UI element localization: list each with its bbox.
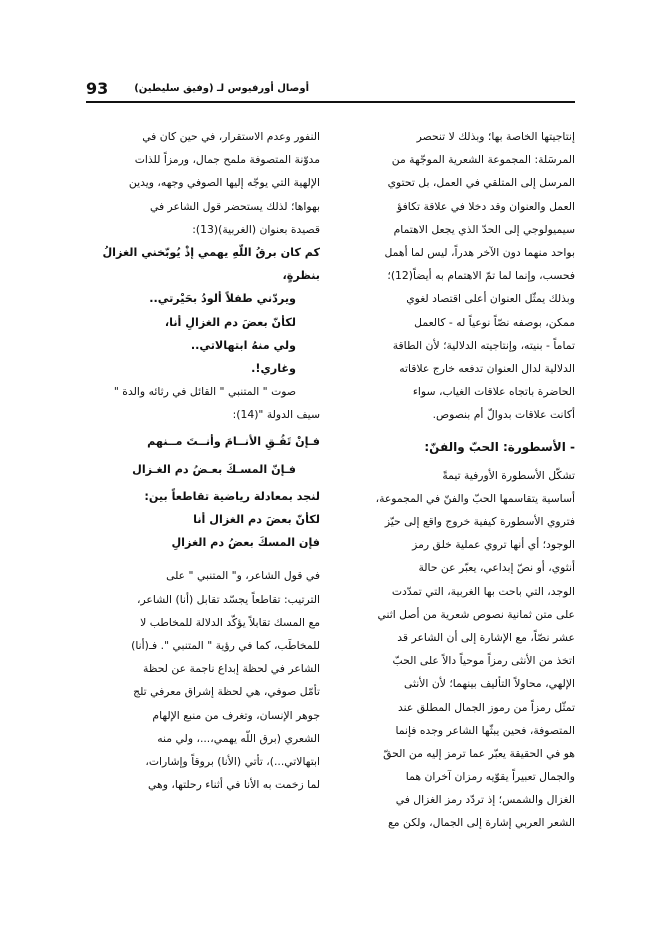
verse-line: فـإنْ تَفُـقِ الأنــامَ وأنــتَ مــنهم [147,435,320,449]
text-line: تمثّل رمزاً من رموز الجمال المطلق عند [398,700,575,714]
text-line: لكأنّ بعضَ دم الغزال أنا [193,513,320,526]
poem-line: وغاري!. [251,361,296,375]
text-line: الوجد، التي باحت بها الغربية، التي تمدّدت [391,584,575,598]
text-line: إنتاجيتها الخاصة بها؛ وبذلك لا تنحصر [416,130,575,143]
paragraph [338,125,575,426]
text-line: الحاضرة باتجاه علاقات الغياب، سواء [412,385,575,399]
text-line: ممكن، بوصفه نصّاً نوعياً له - كالعمل [414,315,575,329]
text-line: جوهر الإنسان، وتغرف من منبع الإلهام [152,708,320,722]
text-line: لما زخمت به الأنا في أثناء رحلتها، وهي [148,778,320,792]
text-line: تماماً - بنيته، وإنتاجيته الدلالية؛ لأن الطاقة [392,338,575,352]
text-line: وبذلك يمثّل العنوان أعلى اقتصاد لغوي [406,292,575,306]
text-line: على متن ثمانية نصوص شعرية من أصل اثني [377,607,575,621]
text-line: أساسية يتقاسمها الحبّ والفنّ في المجموعة، [375,491,575,505]
text-line: الشعري (برق اللّه يهمي،...، ولي منه [157,731,320,745]
header-rule [86,101,575,103]
text-line: فإن المسكَ بعضُ دم الغزالِ [171,536,320,550]
poem-line: كم كان برقُ اللّهِ يهمي إذْ يُوبّخني الغزالُ [102,245,320,259]
poem-line: لكأنّ بعضَ دم الغزالِ أنا، [164,315,296,329]
text-line: أنثوي، أو نصّ إبداعي، يعبّر عن حالة [418,561,575,575]
text-line: للمخاطَب، كما في رؤية " المتنبي ". فـ(أنا) [131,638,320,652]
text-line: المرسل إلى المتلقي في العمل، بل تحتوي [387,176,575,190]
text-line: الوجود؛ أي أنها تروي عملية خلق رمز [412,538,575,552]
verse-line: فـإنّ المسـكَ بعـضُ دم الغـزال [132,462,296,476]
text-line: النفور وعدم الاستقرار، في حين كان في [142,130,320,143]
text-line: الترتيب: تقاطعاً يجسّد تقابل (أنا) الشاعر، [136,592,320,606]
paragraph [338,464,575,835]
spacer [88,554,320,564]
poem-excerpt [88,241,320,380]
text-line: المرسَلة: المجموعة الشعرية الموجّهة من [391,153,575,167]
spacer [338,426,575,436]
text-line: الشاعر في لحظة إبداع ناجمة عن لحظة [143,662,320,676]
right-column [338,125,575,835]
running-header: أوصال أورفيوس لـ (وفيق سليطين) [134,83,309,94]
text-line: الإلهية التي يوجّه إليها الصوفي وجهه، ويدين [128,176,320,190]
text-line: بواحد منهما دون الآخر هدراً، ليس لما أهمل [384,245,575,259]
text-line: سيف الدولة "(14): [232,408,320,422]
poem-line: ولي منهُ ابتهالاتي.. [190,338,296,352]
paragraph [88,485,320,555]
text-line: في قول الشاعر، و" المتنبي " على [166,569,320,583]
text-line: لنجد بمعادلة رياضية تقاطعاً بين: [144,489,320,503]
text-line: الشعر العربي إشارة إلى الجمال، ولكن مع [388,816,575,830]
section-heading: - الأسطورة: الحبّ والفنّ: [424,440,575,455]
poem-line: بنظرةٍ، [282,269,320,283]
paragraph [88,380,320,426]
text-line: والجمال تعبيراً يقوّيه رمزان آخران هما [405,770,575,784]
text-line: اتخذ من الأنثى رمزاً موحياً دالاً على الحبّ [392,654,575,668]
verse [88,430,320,480]
text-line: تأمّل صوفي، هي لحظة إشراق معرفي تلج [133,685,320,699]
text-line: الدلالية لدال العنوان تدفعه خارج علاقاته [399,361,575,375]
text-line: ابتهالاتي...)، تأتي (الأنا) بروقاً وإشارات، [145,754,320,768]
text-line: العمل والعنوان وقد دخلا في علاقة تكافؤ [397,199,575,213]
text-line: الغزال والشمس؛ إذ تردّد رمز الغزال في [395,793,575,807]
text-line: فتروي الأسطورة كيفية خروج واقع إلى حيّز [384,515,575,528]
text-line: عشر نصّاً، مع الإشارة إلى أن الشاعر قد [397,630,575,644]
text-line: المتصوفة، فحين يبثّها الشاعر وجده فإنما [395,723,575,737]
text-line: الإلهي، محاولاً التأليف بينهما؛ لأن الأنثى [403,677,575,691]
left-column [88,125,320,796]
text-line: سيميولوجي إلى الحدّ الذي يجعل الاهتمام [393,222,575,236]
text-line: أكانت علاقات بدوالّ أم بنصوص. [432,408,575,422]
page-number: 93 [86,79,109,98]
text-line: هو في الحقيقة يعبّر عما ترمز إليه من الحقّ [383,746,575,760]
paragraph [88,125,320,241]
paragraph [88,564,320,796]
text-line: مدوّنة المتصوفة ملمح جمال، ورمزاً للذات [134,153,320,167]
text-line: بهواها؛ لذلك يستحضر قول الشاعر في [149,199,320,213]
text-line: تشكّل الأسطورة الأورفية تيمةً [442,468,575,482]
text-line: فحسب، وإنما لما تمّ الاهتمام به أيضاً(12)؛ [387,269,575,283]
text-line: قصيدة بعنوان (الغربية)(13): [192,222,320,236]
text-line: مع المسك تقابلاً يؤكّد الدلالة للمخاطب لا [140,615,320,629]
poem-line: ويردّني طفلاً ألودُ بحَيْرتي.. [149,292,296,306]
text-line: صوت " المتنبي " القائل في رثائه والدة " [113,385,296,399]
